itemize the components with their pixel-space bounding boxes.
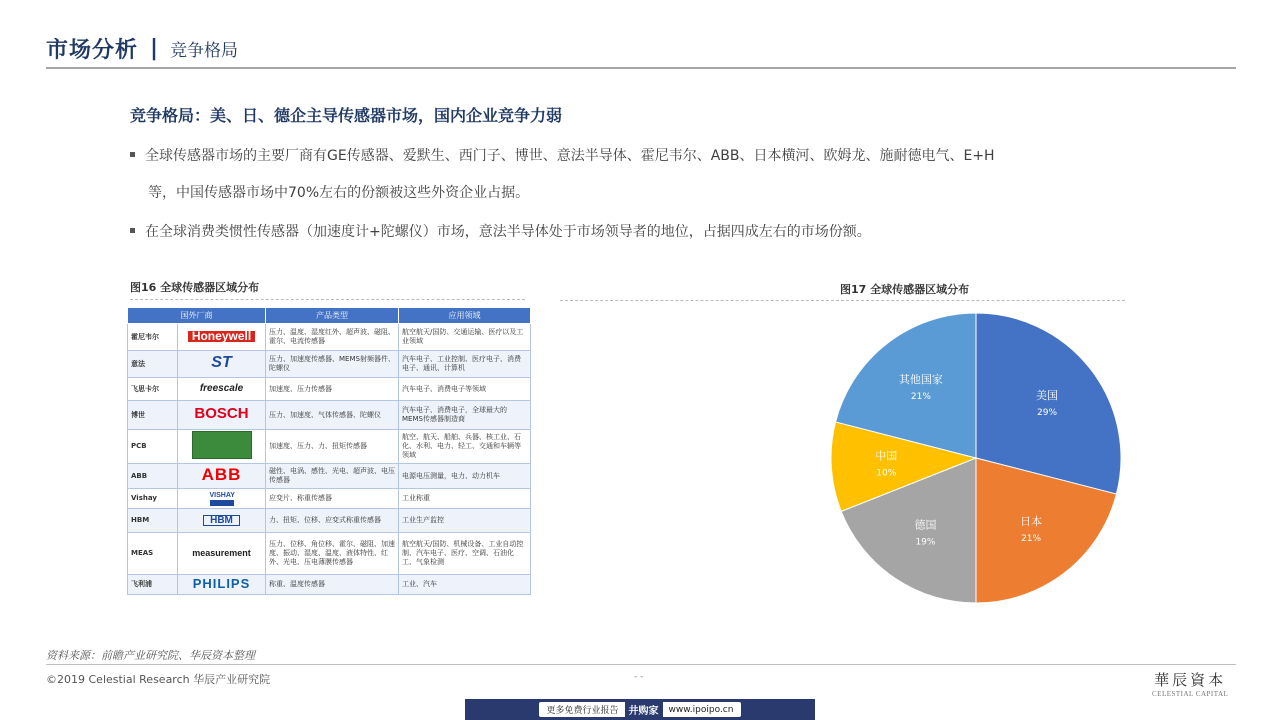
- logo-mark: Honeywell: [188, 331, 255, 342]
- logo-mark: ABB: [201, 464, 242, 484]
- section-title: 竞争格局：美、日、德企主导传感器市场，国内企业竞争力弱: [130, 106, 563, 125]
- company-name: 霍尼韦尔: [128, 324, 178, 351]
- footer-divider: [46, 664, 1236, 665]
- product-types: 压力、加速度、气体传感器、陀螺仪: [266, 401, 399, 430]
- table-row: [128, 489, 531, 509]
- col-header-products: 产品类型: [266, 308, 399, 324]
- application-fields: 航空航天/国防、机械设备、工业自动控制、汽车电子、医疗、空调、石油化工、气象检测: [399, 533, 531, 575]
- brand-logo: [1152, 669, 1228, 698]
- company-name: ABB: [128, 464, 178, 489]
- region-pie-chart: [830, 312, 1130, 612]
- application-fields: 工业生产监控: [399, 509, 531, 533]
- product-types: 压力、加速度传感器、MEMS射频器件、陀螺仪: [266, 351, 399, 378]
- company-logo: [178, 575, 266, 595]
- pie-label-name: 美国: [1036, 388, 1059, 402]
- logo-mark: [192, 431, 252, 459]
- banner-content: [539, 702, 742, 717]
- logo-mark: PHILIPS: [192, 575, 251, 591]
- logo-mark: HBM: [203, 515, 240, 526]
- page-subtitle: 竞争格局: [170, 41, 239, 61]
- company-logo: [178, 489, 266, 509]
- fig16-divider: [130, 299, 525, 300]
- company-name: 飞思卡尔: [128, 378, 178, 401]
- pie-label-name: 中国: [875, 449, 898, 463]
- logo-mark: measurement: [192, 547, 251, 558]
- company-logo: [178, 533, 266, 575]
- product-types: 压力、位移、角位移、霍尔、磁阻、加速度、振动、湿度、温度、液体特性、红外、光电、压电薄膜传感器: [266, 533, 399, 575]
- table-row: [128, 533, 531, 575]
- company-logo: [178, 430, 266, 464]
- sensor-companies-table: [127, 307, 531, 595]
- logo-mark: VISHAY: [210, 491, 234, 506]
- fig17-divider: [560, 300, 1125, 301]
- application-fields: 汽车电子、工业控制、医疗电子、消费电子、通讯、计算机: [399, 351, 531, 378]
- bullet-dot: [130, 228, 135, 233]
- application-fields: 汽车电子、消费电子，全球最大的MEMS传感器制造商: [399, 401, 531, 430]
- bullet-text: 在全球消费类惯性传感器（加速度计+陀螺仪）市场，意法半导体处于市场领导者的地位，占据四成左右的市场份额。: [145, 224, 871, 240]
- table-row: [128, 324, 531, 351]
- pie-label-value: 29%: [1037, 407, 1058, 418]
- source-note: 资料来源：前瞻产业研究院、华辰资本整理: [46, 649, 255, 662]
- table-row: [128, 509, 531, 533]
- company-name: Vishay: [128, 489, 178, 509]
- product-types: 压力、温度、湿度红外、超声波、磁阻、霍尔、电流传感器: [266, 324, 399, 351]
- brand-name-cn: 華辰資本: [1154, 671, 1227, 689]
- page-header: [46, 33, 238, 64]
- bullet-1: [130, 137, 1130, 175]
- pie-label-value: 10%: [876, 468, 897, 479]
- table-row: [128, 575, 531, 595]
- pie-label-name: 德国: [914, 518, 937, 532]
- pie-label-value: 19%: [915, 537, 936, 548]
- fig16-title: 图16 全球传感器区域分布: [130, 281, 260, 294]
- bullet-dot: [130, 152, 135, 157]
- pie-label-value: 21%: [910, 391, 931, 402]
- application-fields: 汽车电子、消费电子等领域: [399, 378, 531, 401]
- product-types: 称重、温度传感器: [266, 575, 399, 595]
- title-separator: |: [150, 36, 159, 61]
- page-number: - -: [634, 672, 644, 682]
- bullet-text: 等，中国传感器市场中70%左右的份额被这些外资企业占据。: [148, 185, 530, 201]
- company-name: MEAS: [128, 533, 178, 575]
- application-fields: 航空、航天、船舶、兵器、核工业、石化、水利、电力、轻工、交通和车辆等领域: [399, 430, 531, 464]
- product-types: 加速度、压力传感器: [266, 378, 399, 401]
- application-fields: 工业称重: [399, 489, 531, 509]
- application-fields: 工业、汽车: [399, 575, 531, 595]
- bullet-1-cont: [130, 174, 1130, 212]
- copyright: ©2019 Celestial Research 华辰产业研究院: [46, 673, 271, 686]
- company-name: 飞利浦: [128, 575, 178, 595]
- company-logo: [178, 509, 266, 533]
- company-logo: [178, 351, 266, 378]
- company-name: 博世: [128, 401, 178, 430]
- promo-banner[interactable]: [465, 699, 815, 720]
- product-types: 加速度、压力、力、扭矩传感器: [266, 430, 399, 464]
- banner-text: 更多免费行业报告: [546, 706, 619, 716]
- banner-url[interactable]: www.ipoipo.cn: [668, 704, 734, 715]
- pie-label-value: 21%: [1021, 534, 1042, 545]
- product-types: 应变片、称重传感器: [266, 489, 399, 509]
- table-row: [128, 351, 531, 378]
- header-divider: [46, 67, 1236, 69]
- company-name: HBM: [128, 509, 178, 533]
- pie-label-name: 其他国家: [898, 372, 943, 386]
- page-title: 市场分析: [46, 38, 139, 63]
- brand-name-en: CELESTIAL CAPITAL: [1152, 690, 1229, 698]
- product-types: 磁性、电涡、感性、光电、超声波、电压传感器: [266, 464, 399, 489]
- col-header-company: 国外厂商: [128, 308, 266, 324]
- company-name: PCB: [128, 430, 178, 464]
- application-fields: 航空航天/国防、交通运输、医疗以及工业领域: [399, 324, 531, 351]
- company-logo: [178, 464, 266, 489]
- product-types: 力、扭矩、位移、应变式称重传感器: [266, 509, 399, 533]
- logo-mark: ST: [211, 354, 232, 371]
- bullet-2: [130, 213, 1130, 251]
- table-row: [128, 378, 531, 401]
- application-fields: 电源电压测量，电力、动力机车: [399, 464, 531, 489]
- logo-mark: freescale: [199, 383, 244, 394]
- banner-logo: 井购家: [625, 702, 663, 717]
- table-row: [128, 464, 531, 489]
- table-row: [128, 430, 531, 464]
- company-logo: [178, 401, 266, 430]
- pie-label-name: 日本: [1020, 515, 1043, 529]
- company-logo: [178, 378, 266, 401]
- bullet-text: 全球传感器市场的主要厂商有GE传感器、爱默生、西门子、博世、意法半导体、霍尼韦尔、ABB、日本横河、欧姆龙、施耐德电气、E+H: [145, 148, 995, 164]
- fig17-title: 图17 全球传感器区域分布: [840, 283, 970, 296]
- company-logo: [178, 324, 266, 351]
- table-header-row: [128, 308, 531, 324]
- company-name: 意法: [128, 351, 178, 378]
- col-header-apps: 应用领域: [399, 308, 531, 324]
- table-row: [128, 401, 531, 430]
- logo-mark: BOSCH: [194, 405, 249, 422]
